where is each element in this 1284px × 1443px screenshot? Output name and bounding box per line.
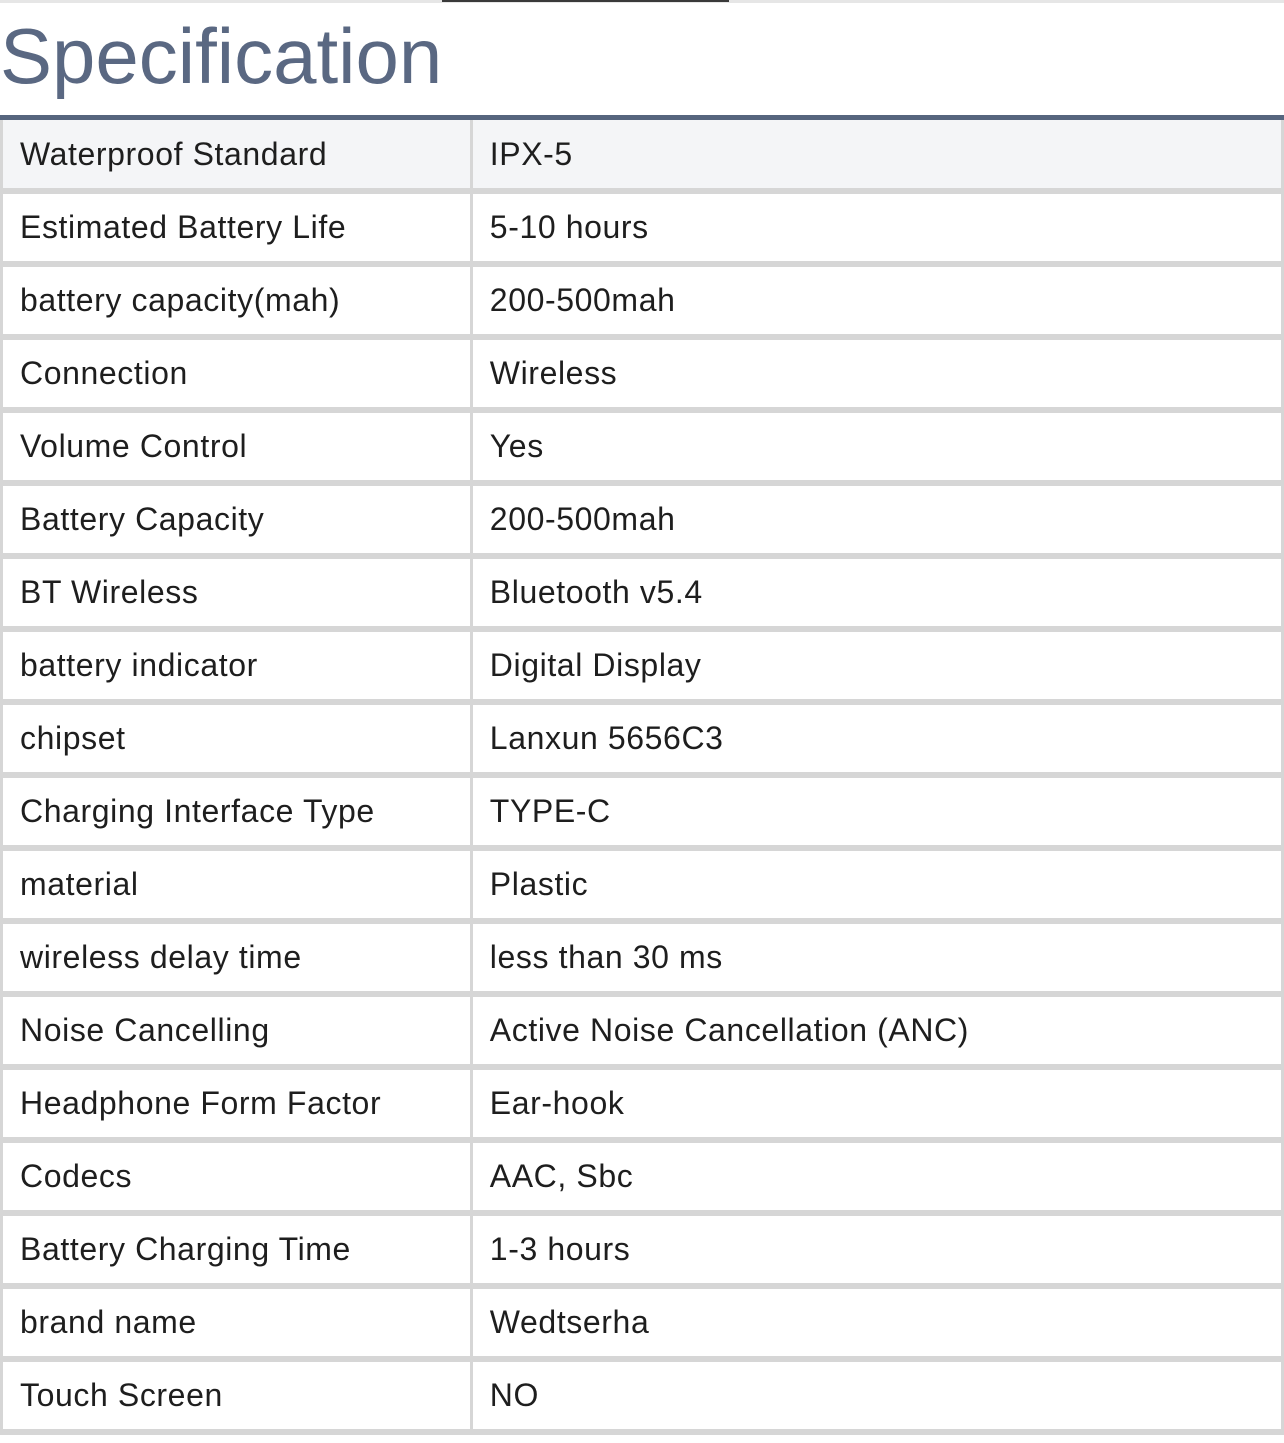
spec-label: Estimated Battery Life bbox=[2, 191, 472, 264]
spec-label: wireless delay time bbox=[2, 921, 472, 994]
table-row bbox=[2, 775, 1283, 848]
spec-value: Wedtserha bbox=[471, 1286, 1282, 1359]
table-row bbox=[2, 629, 1283, 702]
table-row bbox=[2, 921, 1283, 994]
table-row bbox=[2, 848, 1283, 921]
spec-value: Lanxun 5656C3 bbox=[471, 702, 1282, 775]
table-row bbox=[2, 994, 1283, 1067]
spec-label: battery capacity(mah) bbox=[2, 264, 472, 337]
spec-label: chipset bbox=[2, 702, 472, 775]
spec-label: brand name bbox=[2, 1286, 472, 1359]
spec-value: Plastic bbox=[471, 848, 1282, 921]
spec-value: TYPE-C bbox=[471, 775, 1282, 848]
table-row bbox=[2, 264, 1283, 337]
spec-value: Active Noise Cancellation (ANC) bbox=[471, 994, 1282, 1067]
spec-label: Volume Control bbox=[2, 410, 472, 483]
spec-value: NO bbox=[471, 1359, 1282, 1432]
active-tab-indicator bbox=[442, 0, 729, 2]
spec-label: Touch Screen bbox=[2, 1359, 472, 1432]
table-row bbox=[2, 1067, 1283, 1140]
table-row bbox=[2, 1286, 1283, 1359]
spec-value: Ear-hook bbox=[471, 1067, 1282, 1140]
spec-value: less than 30 ms bbox=[471, 921, 1282, 994]
page-title: Specification bbox=[0, 12, 443, 100]
spec-value: Wireless bbox=[471, 337, 1282, 410]
spec-label: Connection bbox=[2, 337, 472, 410]
spec-table bbox=[0, 120, 1284, 1435]
table-row bbox=[2, 120, 1283, 191]
table-row bbox=[2, 337, 1283, 410]
spec-label: Charging Interface Type bbox=[2, 775, 472, 848]
spec-label: Headphone Form Factor bbox=[2, 1067, 472, 1140]
spec-value: Bluetooth v5.4 bbox=[471, 556, 1282, 629]
spec-value: Digital Display bbox=[471, 629, 1282, 702]
spec-label: Noise Cancelling bbox=[2, 994, 472, 1067]
table-row bbox=[2, 191, 1283, 264]
spec-value: 200-500mah bbox=[471, 264, 1282, 337]
spec-value: IPX-5 bbox=[471, 120, 1282, 191]
table-row bbox=[2, 483, 1283, 556]
table-row bbox=[2, 556, 1283, 629]
table-row bbox=[2, 1213, 1283, 1286]
spec-value: AAC, Sbc bbox=[471, 1140, 1282, 1213]
spec-value: Yes bbox=[471, 410, 1282, 483]
table-row bbox=[2, 1359, 1283, 1432]
spec-label: battery indicator bbox=[2, 629, 472, 702]
spec-label: Battery Capacity bbox=[2, 483, 472, 556]
spec-value: 1-3 hours bbox=[471, 1213, 1282, 1286]
spec-value: 5-10 hours bbox=[471, 191, 1282, 264]
spec-label: Codecs bbox=[2, 1140, 472, 1213]
table-row bbox=[2, 1140, 1283, 1213]
table-row bbox=[2, 410, 1283, 483]
spec-label: Waterproof Standard bbox=[2, 120, 472, 191]
spec-label: material bbox=[2, 848, 472, 921]
spec-table-body bbox=[2, 120, 1283, 1432]
spec-value: 200-500mah bbox=[471, 483, 1282, 556]
spec-label: BT Wireless bbox=[2, 556, 472, 629]
spec-label: Battery Charging Time bbox=[2, 1213, 472, 1286]
table-row bbox=[2, 702, 1283, 775]
